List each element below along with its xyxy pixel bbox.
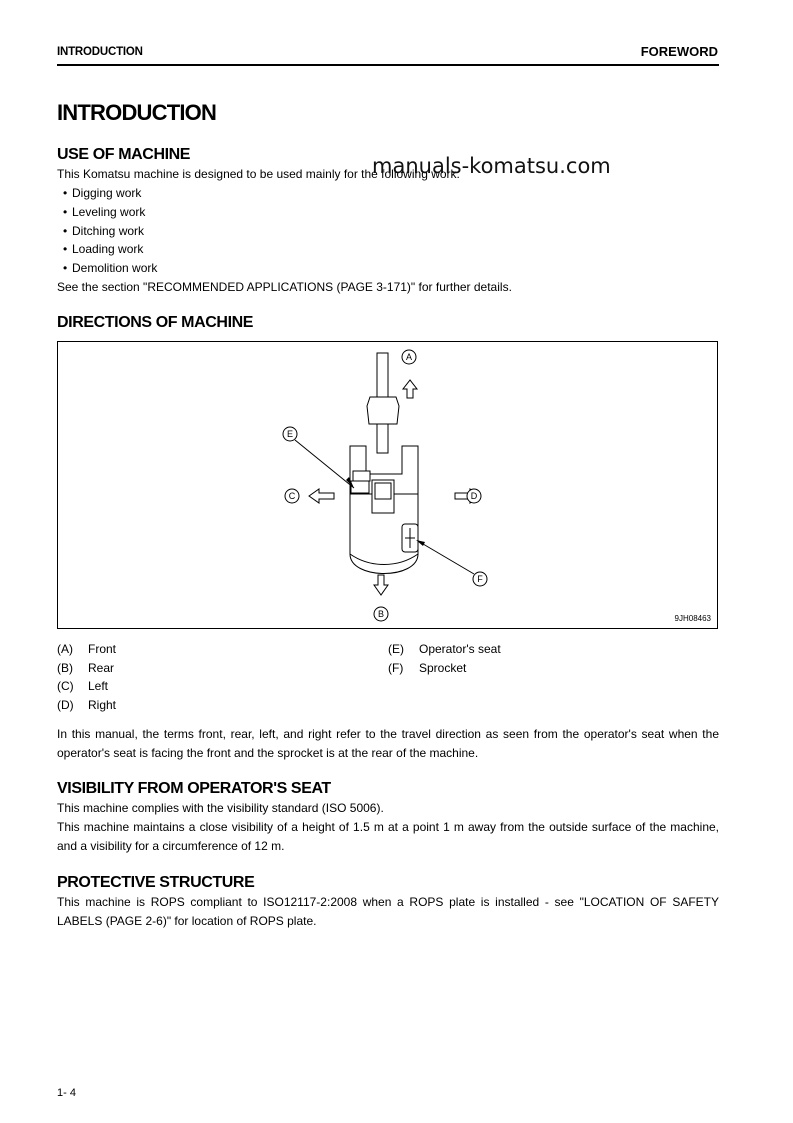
callout-d-label: D — [470, 491, 478, 501]
legend-key: (B) — [57, 661, 73, 675]
callout-a-label: A — [405, 352, 413, 362]
legend-key: (F) — [388, 661, 404, 675]
directions-heading: DIRECTIONS OF MACHINE — [57, 314, 254, 331]
bullet-dot: • — [63, 224, 68, 238]
bullet-dot: • — [63, 205, 68, 219]
callout-e-label: E — [286, 429, 294, 439]
legend-label: Left — [88, 679, 109, 693]
legend-key: (A) — [57, 642, 73, 656]
page-number: 1- 4 — [57, 1087, 76, 1099]
machine-top-view-diagram — [58, 342, 719, 630]
legend-label: Sprocket — [419, 661, 467, 675]
legend-label: Right — [88, 698, 117, 712]
header-divider — [57, 64, 719, 66]
work-item: Digging work — [72, 186, 142, 200]
figure-code: 9JH08463 — [674, 614, 711, 623]
legend-key: (E) — [388, 642, 404, 656]
header-chapter-label: FOREWORD — [640, 44, 718, 59]
work-item: Leveling work — [72, 205, 146, 219]
protective-structure-text: This machine is ROPS compliant to ISO12117-2:2008 when a ROPS plate is installed - see "LOCATION OF SAFETY LABELS (PAGE 2-6)" for location of ROPS plate. — [57, 895, 719, 928]
machine-directions-figure — [57, 341, 718, 629]
work-item: Ditching work — [72, 224, 145, 238]
callout-b-label: B — [377, 609, 385, 619]
visibility-detail-text: This machine maintains a close visibility of a height of 1.5 m at a point 1 m away from the outside surface of the machine, and a visibility for a circumference of 12 m. — [57, 820, 719, 853]
callout-c-label: C — [288, 491, 296, 501]
protective-structure-heading: PROTECTIVE STRUCTURE — [57, 874, 255, 891]
use-of-machine-intro: This Komatsu machine is designed to be used mainly for the following work: — [57, 167, 460, 181]
legend-label: Front — [88, 642, 117, 656]
bullet-dot: • — [63, 242, 68, 256]
callout-f-label: F — [477, 574, 483, 584]
use-of-machine-heading: USE OF MACHINE — [57, 146, 191, 163]
bullet-dot: • — [63, 261, 68, 275]
watermark-text: manuals-komatsu.com — [372, 154, 611, 178]
visibility-standard-text: This machine complies with the visibility standard (ISO 5006). — [57, 801, 384, 815]
legend-key: (D) — [57, 698, 74, 712]
page-title: INTRODUCTION — [57, 100, 217, 125]
legend-key: (C) — [57, 679, 74, 693]
bullet-dot: • — [63, 186, 68, 200]
see-also-text: See the section "RECOMMENDED APPLICATIONS (PAGE 3-171)" for further details. — [57, 280, 512, 294]
work-item: Loading work — [72, 242, 144, 256]
directions-note: In this manual, the terms front, rear, left, and right refer to the travel direction as seen from the operator's seat when the operator's seat is facing the front and the sprocket is at the rear of the machine. — [57, 727, 719, 760]
work-item: Demolition work — [72, 261, 158, 275]
legend-label: Operator's seat — [419, 642, 501, 656]
legend-label: Rear — [88, 661, 115, 675]
header-section-label: INTRODUCTION — [57, 46, 143, 58]
visibility-heading: VISIBILITY FROM OPERATOR'S SEAT — [57, 780, 331, 797]
